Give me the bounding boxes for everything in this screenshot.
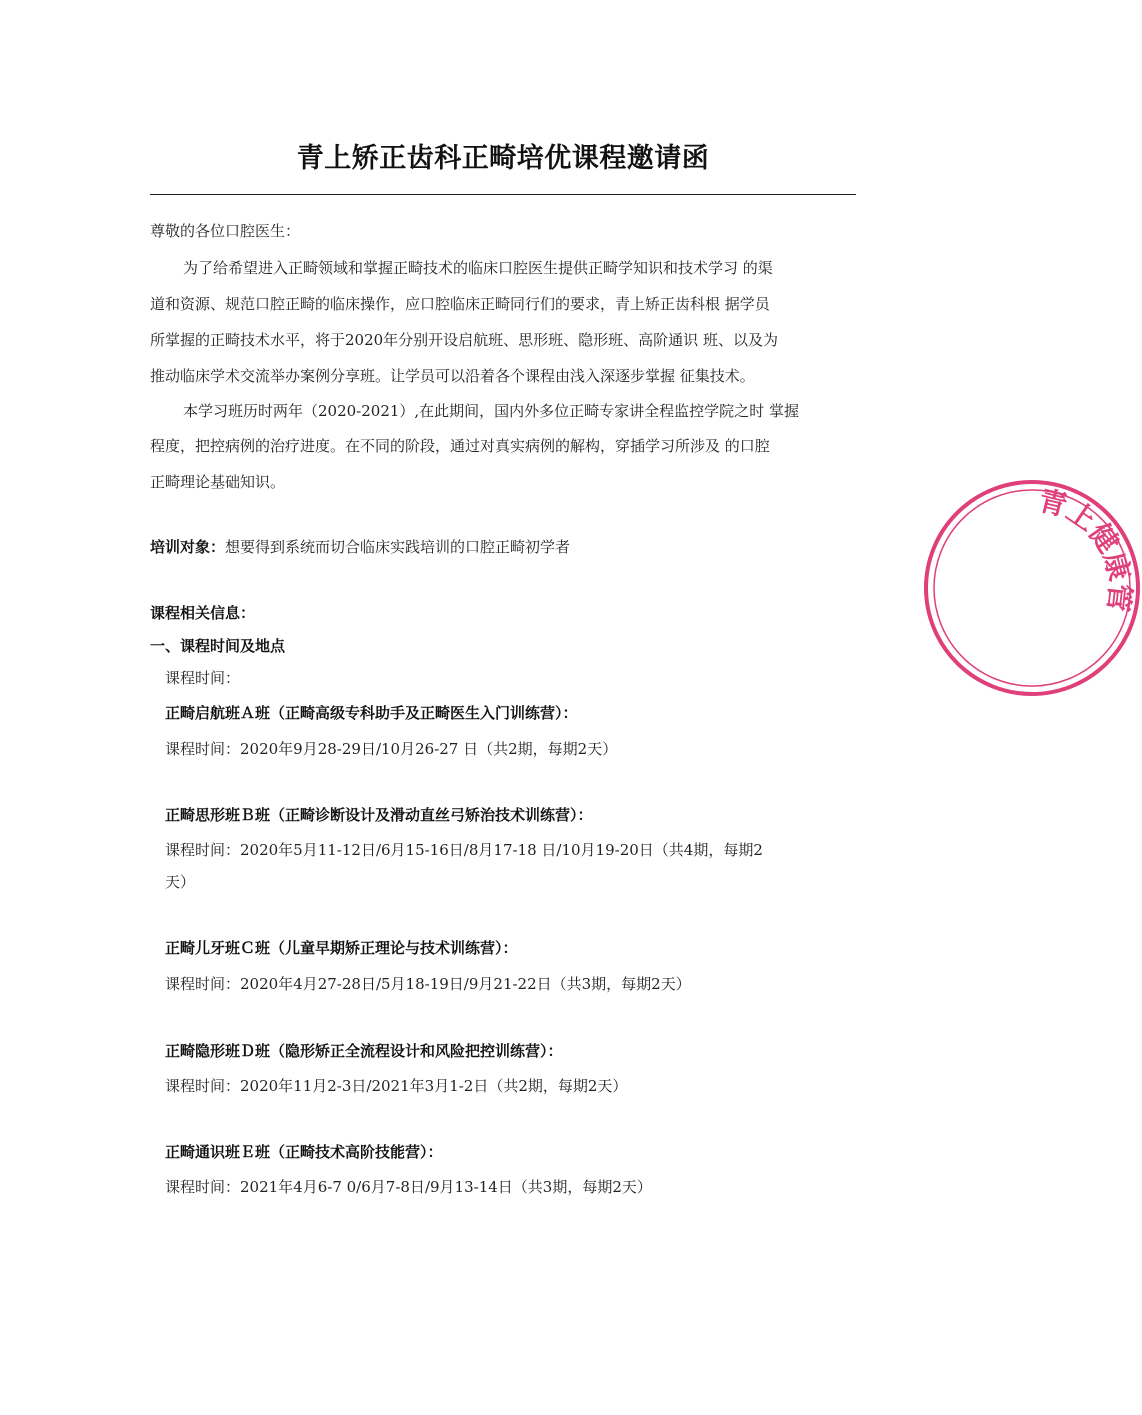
class-schedule-a: 课程时间：2020年9月28-29日/10月26-27 日（共2期，每期2天） (165, 740, 618, 758)
page-title: 青上矫正齿科正畸培优课程邀请函 (296, 143, 710, 174)
class-schedule-e: 课程时间：2021年4月6-7 0/6月7-8日/9月13-14日（共3期，每期2天） (165, 1178, 652, 1196)
class-schedule-d: 课程时间：2020年11月2-3日/2021年3月1-2日（共2期，每期2天） (165, 1077, 628, 1095)
class-title-a: 正畸启航班Ａ班（正畸高级专科助手及正畸医生入门训练营）： (165, 704, 578, 722)
class-title-c: 正畸儿牙班Ｃ班（儿童早期矫正理论与技术训练营）： (165, 939, 518, 957)
intro-line: 推动临床学术交流举办案例分享班。让学员可以沿着各个课程由浅入深逐步掌握 征集技术。 (150, 367, 755, 385)
intro-line: 所掌握的正畸技术水平，将于2020年分别开设启航班、思形班、隐形班、高阶通识 班、以及为 (150, 331, 778, 349)
seal-text-path (1035, 484, 1137, 614)
training-target-label: 培训对象： (150, 538, 226, 556)
class-title-e: 正畸通识班Ｅ班（正畸技术高阶技能营）： (165, 1143, 443, 1161)
seal-text: 青上健康管 (1035, 483, 1137, 614)
greeting: 尊敬的各位口腔医生： (150, 222, 301, 240)
section-heading: 一、课程时间及地点 (150, 637, 286, 655)
intro-line: 为了给希望进入正畸领域和掌握正畸技术的临床口腔医生提供正畸学知识和技术学习 的渠 (183, 259, 773, 277)
intro-line: 道和资源、规范口腔正畸的临床操作，应口腔临床正畸同行们的要求，青上矫正齿科根 据学员 (150, 295, 770, 313)
course-time-label: 课程时间： (165, 669, 241, 687)
intro-line: 程度，把控病例的治疗进度。在不同的阶段，通过对真实病例的解构，穿插学习所涉及 的口腔 (150, 437, 770, 455)
company-seal (922, 478, 1142, 698)
training-target-text: 想要得到系统而切合临床实践培训的口腔正畸初学者 (225, 538, 571, 556)
seal-inner-ring (934, 490, 1130, 686)
class-title-d: 正畸隐形班Ｄ班（隐形矫正全流程设计和风险把控训练营）： (165, 1042, 563, 1060)
intro-line: 本学习班历时两年（2020-2021）,在此期间，国内外多位正畸专家讲全程监控学院之时 掌握 (183, 402, 799, 420)
title-divider (150, 194, 856, 195)
class-title-b: 正畸思形班Ｂ班（正畸诊断设计及滑动直丝弓矫治技术训练营）： (165, 806, 593, 824)
intro-line: 正畸理论基础知识。 (150, 473, 286, 491)
training-target (150, 537, 570, 557)
course-info-heading: 课程相关信息： (150, 604, 256, 622)
seal-outer-ring (926, 482, 1138, 694)
class-schedule-b-cont: 天） (165, 873, 196, 891)
seal-rings (926, 482, 1138, 694)
class-schedule-b: 课程时间：2020年5月11-12日/6月15-16日/8月17-18 日/10月19-20日（共4期，每期2 (165, 841, 763, 859)
class-schedule-c: 课程时间：2020年4月27-28日/5月18-19日/9月21-22日（共3期，每期2天） (165, 975, 691, 993)
